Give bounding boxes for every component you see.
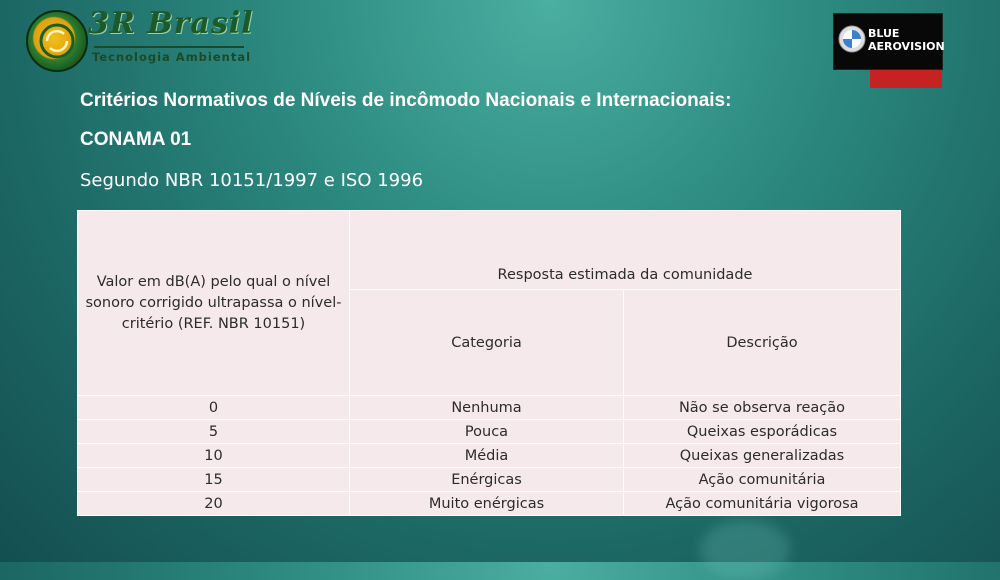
cell-category: Muito enérgicas [350, 492, 624, 516]
logo-3r-brasil [26, 6, 266, 70]
table-header-row [78, 211, 901, 290]
cell-description: Ação comunitária vigorosa [624, 492, 901, 516]
background-glow [700, 520, 790, 580]
table-row [78, 396, 901, 420]
slide-reference: Segundo NBR 10151/1997 e ISO 1996 [80, 170, 424, 191]
globe-icon [26, 10, 88, 72]
cell-description: Queixas generalizadas [624, 444, 901, 468]
logo-text-line1: BLUE [868, 27, 900, 40]
cell-value: 20 [78, 492, 350, 516]
cell-value: 15 [78, 468, 350, 492]
cell-value: 5 [78, 420, 350, 444]
col-category-header: Categoria [350, 290, 624, 396]
cell-value: 10 [78, 444, 350, 468]
logo-divider [94, 46, 244, 48]
table-row [78, 492, 901, 516]
cell-value: 0 [78, 396, 350, 420]
cell-category: Pouca [350, 420, 624, 444]
cell-description: Não se observa reação [624, 396, 901, 420]
criteria-table [77, 210, 901, 516]
col-value-header: Valor em dB(A) pelo qual o nível sonoro corrigido ultrapassa o nível-critério (REF. NBR 10151) [78, 211, 350, 396]
logo-tagline: Tecnologia Ambiental [92, 50, 252, 64]
table-row [78, 444, 901, 468]
roundel-icon [838, 25, 866, 53]
logo-blue-aerovision [833, 13, 943, 70]
cell-category: Média [350, 444, 624, 468]
table-row [78, 420, 901, 444]
col-description-header: Descrição [624, 290, 901, 396]
slide-subtitle: CONAMA 01 [80, 129, 192, 150]
table-row [78, 468, 901, 492]
logo-name: 3R Brasil [88, 6, 254, 41]
response-header: Resposta estimada da comunidade [350, 211, 901, 290]
cell-description: Queixas esporádicas [624, 420, 901, 444]
cell-category: Enérgicas [350, 468, 624, 492]
logo-text [868, 27, 945, 53]
cell-category: Nenhuma [350, 396, 624, 420]
slide-title: Critérios Normativos de Níveis de incômodo Nacionais e Internacionais: [80, 90, 732, 111]
logo-text-line2: AEROVISION [868, 40, 945, 53]
cell-description: Ação comunitária [624, 468, 901, 492]
